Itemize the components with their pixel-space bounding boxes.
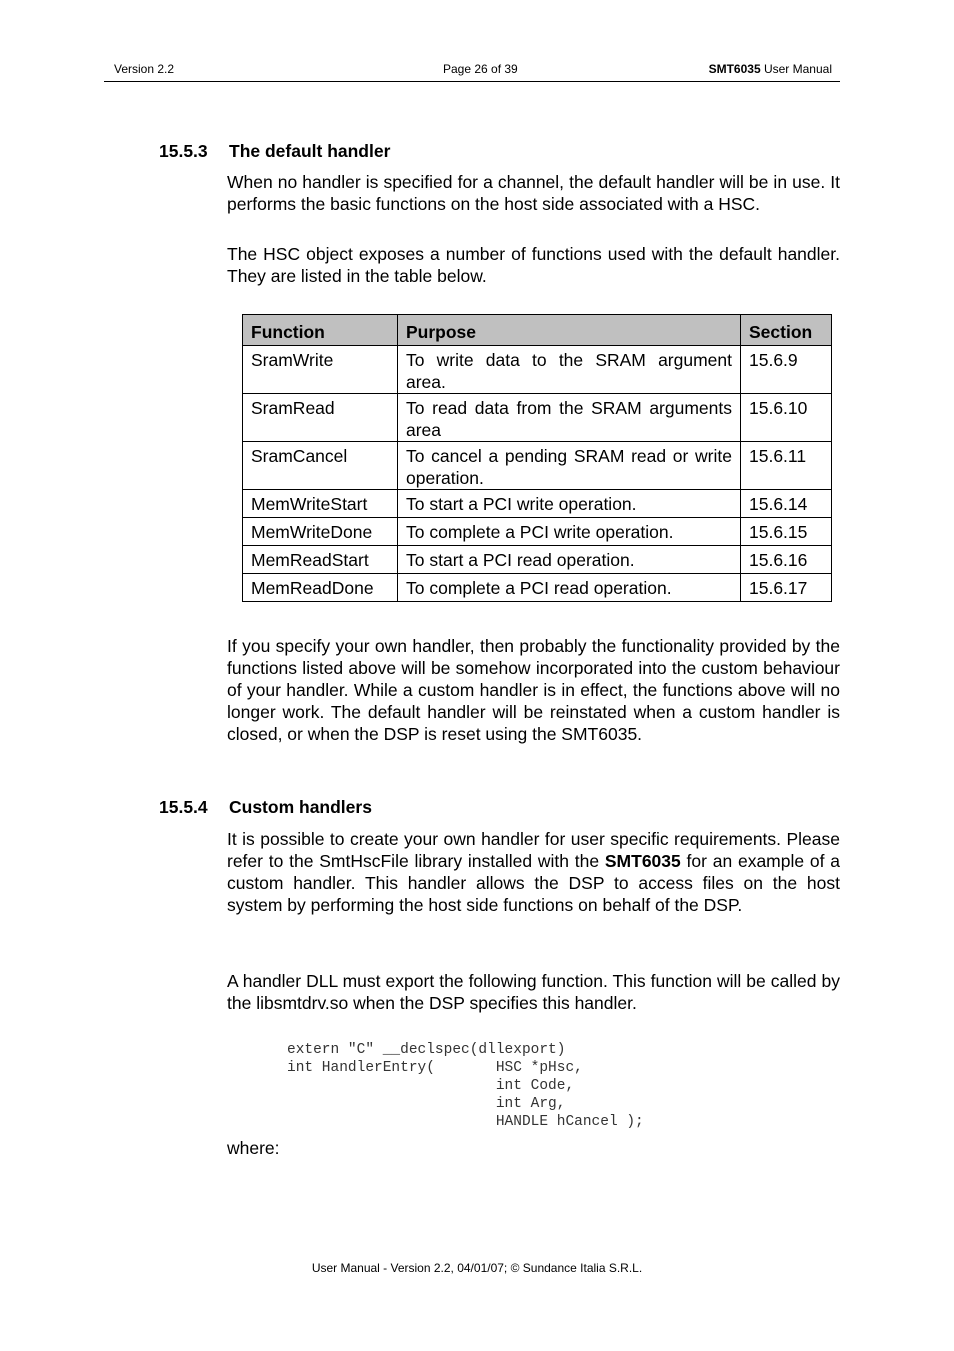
header-title xyxy=(709,61,832,77)
section-number: 15.5.3 xyxy=(159,141,208,161)
purpose-cell: To complete a PCI write operation. xyxy=(398,518,741,546)
section-title: Custom handlers xyxy=(229,797,372,817)
header-page-number: Page 26 of 39 xyxy=(443,62,518,76)
table-header-cell: Section xyxy=(741,315,832,346)
paragraph: A handler DLL must export the following function. This function will be called by the libsmtdrv.so when the DSP specifies this handler. xyxy=(227,971,840,1013)
section-number: 15.5.4 xyxy=(159,797,208,817)
table-row xyxy=(243,518,832,546)
code-line: int HandlerEntry( HSC *pHsc, xyxy=(287,1060,583,1076)
paragraph: The HSC object exposes a number of functions used with the default handler. They are listed in the table below. xyxy=(227,244,840,286)
code-line: int Arg, xyxy=(287,1096,566,1112)
section-cell: 15.6.17 xyxy=(741,574,832,602)
header-rule xyxy=(104,81,840,82)
section-cell: 15.6.11 xyxy=(741,442,832,490)
section-cell: 15.6.15 xyxy=(741,518,832,546)
product-name: SMT6035 xyxy=(604,851,681,871)
table-row xyxy=(243,574,832,602)
purpose-cell: To start a PCI read operation. xyxy=(398,546,741,574)
purpose-cell: To cancel a pending SRAM read or write operation. xyxy=(398,442,741,490)
functions-table xyxy=(242,314,832,602)
purpose-cell: To read data from the SRAM arguments area xyxy=(398,394,741,442)
purpose-cell: To write data to the SRAM argument area. xyxy=(398,346,741,394)
section-cell: 15.6.14 xyxy=(741,490,832,518)
table-header-cell: Purpose xyxy=(398,315,741,346)
paragraph: When no handler is specified for a channel, the default handler will be in use. It performs the basic functions on the host side associated with a HSC. xyxy=(227,172,840,214)
paragraph-text: for an example of a custom handler. This handler allows the DSP to access files on the host system by performing the host side functions on behalf of the DSP. xyxy=(227,851,840,915)
footer: User Manual - Version 2.2, 04/01/07; © Sundance Italia S.R.L. xyxy=(311,1261,643,1275)
header-version: Version 2.2 xyxy=(114,62,175,76)
code-line: int Code, xyxy=(287,1078,575,1094)
function-cell: MemReadDone xyxy=(243,574,398,602)
section-heading-default-handler xyxy=(159,140,390,162)
table-row xyxy=(243,442,832,490)
section-cell: 15.6.9 xyxy=(741,346,832,394)
function-cell: MemWriteStart xyxy=(243,490,398,518)
function-cell: SramWrite xyxy=(243,346,398,394)
table-header-row xyxy=(243,315,832,346)
table-row xyxy=(243,490,832,518)
section-heading-custom-handlers xyxy=(159,796,372,818)
table-row xyxy=(243,546,832,574)
table-row xyxy=(243,346,832,394)
header-manual: User Manual xyxy=(760,62,832,76)
purpose-cell: To start a PCI write operation. xyxy=(398,490,741,518)
table-row xyxy=(243,394,832,442)
function-cell: MemReadStart xyxy=(243,546,398,574)
paragraph: If you specify your own handler, then probably the functionality provided by the functions listed above will be somehow incorporated into the custom behaviour of your handler. While a custom handler is in effect, the functions above will no longer work. The default handler will be reinstated when a custom handler is closed, or when the DSP is reset using the SMT6035. xyxy=(227,636,840,744)
purpose-cell: To complete a PCI read operation. xyxy=(398,574,741,602)
paragraph-text: It is possible to create your own handler for user specific requirements. Please refer to the SmtHscFile library installed with the xyxy=(227,829,840,871)
function-cell: MemWriteDone xyxy=(243,518,398,546)
code-line: extern "C" __declspec(dllexport) xyxy=(287,1042,566,1058)
function-cell: SramCancel xyxy=(243,442,398,490)
code-line: HANDLE hCancel ); xyxy=(287,1114,644,1130)
section-cell: 15.6.10 xyxy=(741,394,832,442)
section-cell: 15.6.16 xyxy=(741,546,832,574)
paragraph xyxy=(227,828,840,916)
section-title: The default handler xyxy=(229,141,391,161)
where-label: where: xyxy=(227,1138,280,1158)
header-product: SMT6035 xyxy=(708,62,761,76)
table-header-cell: Function xyxy=(243,315,398,346)
function-cell: SramRead xyxy=(243,394,398,442)
